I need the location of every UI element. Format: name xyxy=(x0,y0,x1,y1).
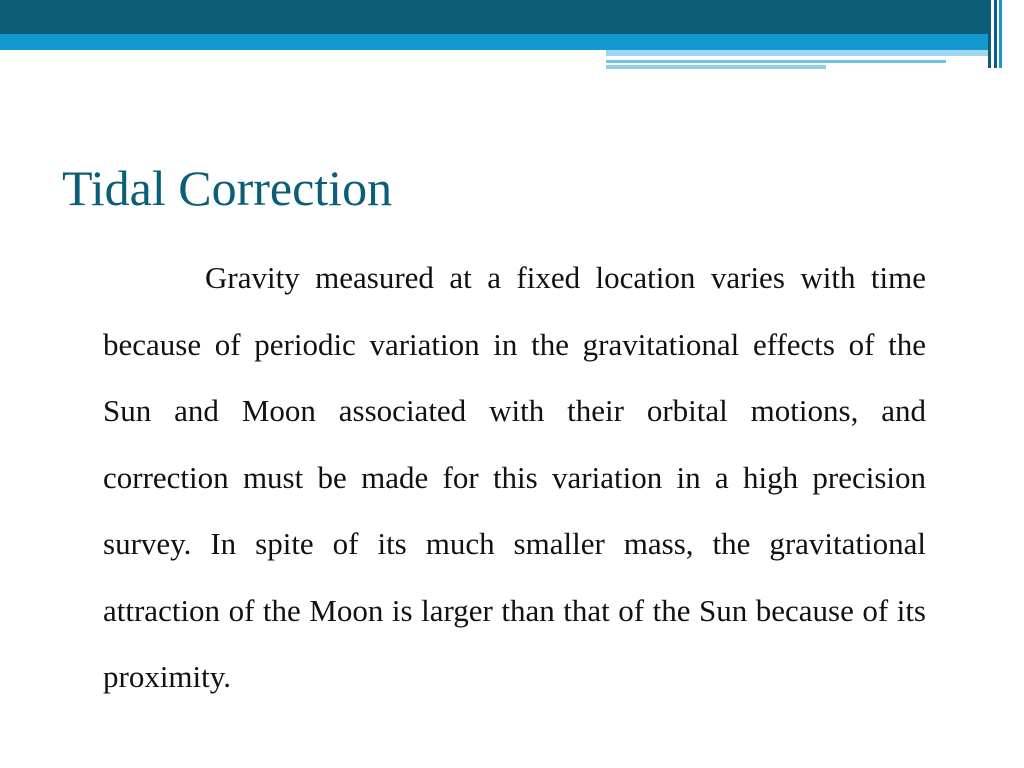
slide-body-text: Gravity measured at a fixed location varies with time because of periodic variation in the gravitational effects of the Sun and Moon associated with their orbital motions, and correction must be made for this variation in a high precision survey. In spite of its much smaller mass, the gravitational attraction of the Moon is larger than that of the Sun because of its proximity. xyxy=(103,260,926,694)
slide-title: Tidal Correction xyxy=(62,160,393,216)
header-vertical-stripes xyxy=(988,0,1002,68)
header-accent-line-short xyxy=(606,65,826,69)
header-stripe xyxy=(999,0,1002,68)
header-band-blue xyxy=(0,34,990,50)
header-stripe xyxy=(988,0,991,68)
header-accent-line xyxy=(606,60,946,63)
header-stripe xyxy=(994,0,997,68)
header-band-dark xyxy=(0,0,990,34)
header-band-light xyxy=(606,50,990,56)
